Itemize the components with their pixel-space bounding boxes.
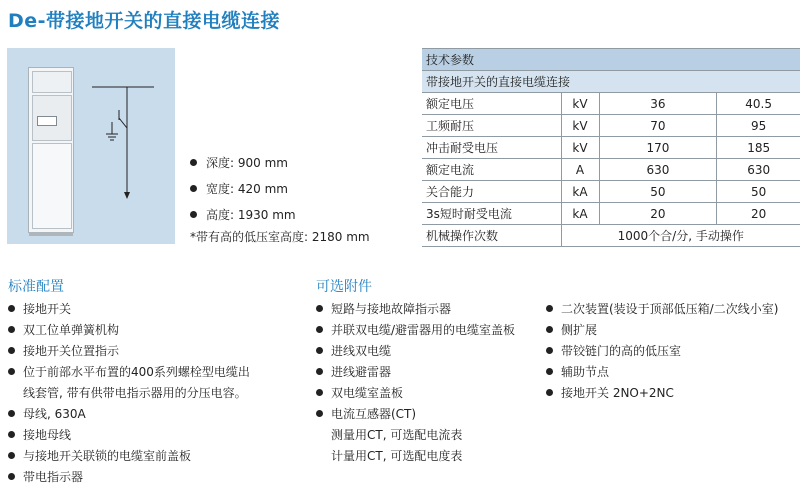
operating-panel-icon bbox=[37, 116, 57, 126]
bullet-icon bbox=[8, 368, 15, 375]
bullet-icon bbox=[316, 305, 323, 312]
list-item: 接地开关 bbox=[8, 299, 250, 320]
earthing-switch-schematic-icon bbox=[92, 78, 162, 218]
bullet-icon bbox=[190, 185, 197, 192]
list-item: 双工位单弹簧机构 bbox=[8, 320, 250, 341]
standard-config-title: 标准配置 bbox=[8, 279, 64, 295]
table-row: 机械操作次数 1000个合/分, 手动操作 bbox=[422, 225, 800, 247]
list-item: 并联双电缆/避雷器用的电缆室盖板 bbox=[316, 320, 515, 341]
list-item: 与接地开关联锁的电缆室前盖板 bbox=[8, 446, 250, 467]
list-item: 接地开关 2NO+2NC bbox=[546, 383, 778, 404]
optional-accessories-title: 可选附件 bbox=[316, 279, 372, 295]
bullet-icon bbox=[546, 347, 553, 354]
bullet-icon bbox=[190, 211, 197, 218]
list-item: 宽度: 420 mm bbox=[190, 176, 296, 202]
list-item: 进线避雷器 bbox=[316, 362, 515, 383]
list-item: 带铰链门的高的低压室 bbox=[546, 341, 778, 362]
bullet-icon bbox=[8, 326, 15, 333]
list-item: 短路与接地故障指示器 bbox=[316, 299, 515, 320]
table-row: 关合能力 kA 50 50 bbox=[422, 181, 800, 203]
bullet-icon bbox=[546, 389, 553, 396]
list-subitem: 测量用CT, 可选配电流表 bbox=[331, 428, 463, 442]
bullet-icon bbox=[8, 305, 15, 312]
table-header-row bbox=[422, 49, 800, 71]
page-title: De-带接地开关的直接电缆连接 bbox=[8, 10, 281, 32]
list-subitem: 计量用CT, 可选配电度表 bbox=[331, 449, 463, 463]
optional-accessories-list-1 bbox=[316, 299, 515, 467]
optional-accessories-list-2 bbox=[546, 299, 778, 404]
table-subheader: 带接地开关的直接电缆连接 bbox=[422, 71, 800, 93]
bullet-icon bbox=[316, 347, 323, 354]
list-item: 带电指示器 bbox=[8, 467, 250, 488]
list-item: 接地母线 bbox=[8, 425, 250, 446]
table-header: 技术参数 bbox=[422, 49, 800, 71]
list-item: 位于前部水平布置的400系列螺栓型电缆出 bbox=[8, 362, 250, 383]
bullet-icon bbox=[546, 368, 553, 375]
bullet-icon bbox=[8, 473, 15, 480]
list-item: 二次装置(装设于顶部低压箱/二次线小室) bbox=[546, 299, 778, 320]
list-item: 双电缆室盖板 bbox=[316, 383, 515, 404]
bullet-icon bbox=[546, 305, 553, 312]
bullet-icon bbox=[8, 431, 15, 438]
table-row: 额定电流 A 630 630 bbox=[422, 159, 800, 181]
table-row: 3s短时耐受电流 kA 20 20 bbox=[422, 203, 800, 225]
table-row: 额定电压 kV 36 40.5 bbox=[422, 93, 800, 115]
list-item: 母线, 630A bbox=[8, 404, 250, 425]
list-item: 侧扩展 bbox=[546, 320, 778, 341]
list-item: 进线双电缆 bbox=[316, 341, 515, 362]
list-item: 电流互感器(CT) bbox=[316, 404, 515, 425]
bullet-icon bbox=[190, 159, 197, 166]
tech-params-table bbox=[422, 48, 800, 247]
bullet-icon bbox=[316, 389, 323, 396]
switchgear-cabinet-icon bbox=[28, 67, 74, 233]
product-image-panel bbox=[7, 48, 175, 244]
bullet-icon bbox=[546, 326, 553, 333]
list-item: 高度: 1930 mm bbox=[190, 202, 296, 228]
list-item: 辅助节点 bbox=[546, 362, 778, 383]
list-item: 接地开关位置指示 bbox=[8, 341, 250, 362]
list-item: 深度: 900 mm bbox=[190, 150, 296, 176]
table-row: 工频耐压 kV 70 95 bbox=[422, 115, 800, 137]
bullet-icon bbox=[8, 410, 15, 417]
table-row: 冲击耐受电压 kV 170 185 bbox=[422, 137, 800, 159]
bullet-icon bbox=[316, 368, 323, 375]
standard-config-list bbox=[8, 299, 250, 488]
bullet-icon bbox=[8, 347, 15, 354]
list-item-continuation: 线套管, 带有供带电指示器用的分压电容。 bbox=[23, 386, 247, 400]
dimension-note: *带有高的低压室高度: 2180 mm bbox=[190, 230, 370, 244]
bullet-icon bbox=[316, 326, 323, 333]
bullet-icon bbox=[8, 452, 15, 459]
dimension-list bbox=[190, 150, 296, 228]
table-subheader-row bbox=[422, 71, 800, 93]
bullet-icon bbox=[316, 410, 323, 417]
